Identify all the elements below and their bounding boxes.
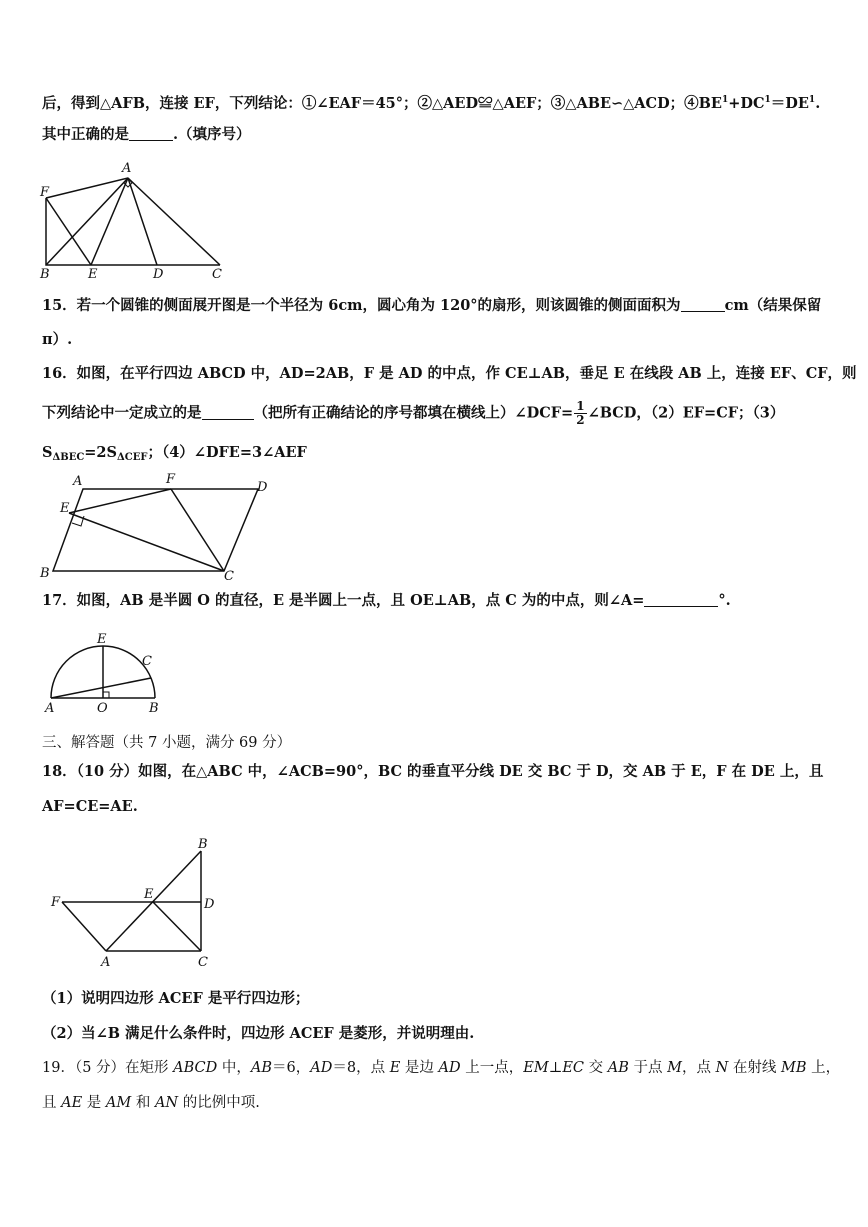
- q18-part1: （1）说明四边形 ACEF 是平行四边形；: [42, 990, 310, 1007]
- q17-line1: 17．如图，AB 是半圆 O 的直径，E 是半圆上一点，且 OE⊥AB，点 C 为的中点，则∠A= °.: [42, 592, 731, 609]
- label-B: B: [149, 701, 159, 716]
- segment-FC: [171, 489, 224, 571]
- label-O: O: [97, 701, 108, 716]
- label-A: A: [45, 701, 55, 716]
- segment-AE: [91, 178, 128, 265]
- label-F: F: [51, 895, 61, 910]
- q16-figure: [36, 470, 286, 585]
- right-angle-mark: [103, 692, 109, 698]
- q19-line1: 19．（5 分）在矩形 ABCD 中，AB＝6，AD＝8，点 E 是边 AD 上一点，EM⊥EC 交 AB 于点 M，点 N 在射线 MB 上，: [42, 1060, 841, 1076]
- q18-line1: 18．（10 分）如图，在△ABC 中，∠ACB=90°，BC 的垂直平分线 DE 交 BC 于 D，交 AB 于 E，F 在 DE 上，且: [42, 763, 824, 780]
- segment-EC: [153, 902, 201, 951]
- label-E: E: [60, 501, 70, 516]
- segment-EF: [69, 489, 171, 513]
- q15-line2: π）.: [42, 331, 73, 348]
- answer-blank: [644, 592, 718, 607]
- fraction-one-half: $\frac{1}{2}$: [576, 399, 585, 427]
- label-C: C: [212, 267, 222, 280]
- segment-BA: [46, 178, 128, 265]
- label-E: E: [97, 632, 107, 647]
- label-C: C: [142, 654, 152, 669]
- label-C: C: [224, 569, 234, 584]
- label-A: A: [101, 955, 111, 970]
- parallelogram-ABCD: [53, 489, 258, 571]
- segment-EC: [69, 513, 224, 571]
- label-E: E: [88, 267, 98, 280]
- section-heading: 三、解答题（共 7 小题，满分 69 分）: [42, 735, 292, 751]
- q16-line3: $S_{\Delta BEC}=2S_{\Delta CEF}$；（4）∠DFE=3∠AEF: [42, 444, 307, 463]
- q16-line1: 16．如图，在平行四边 ABCD 中，AD=2AB，F 是 AD 的中点，作 CE⊥AB，垂足 E 在线段 AB 上，连接 EF、CF，则: [42, 365, 857, 382]
- q15-line1: 15．若一个圆锥的侧面展开图是一个半径为 6cm，圆心角为 120°的扇形，则该圆锥的侧面面积为 cm（结果保留: [42, 297, 822, 314]
- label-D: D: [153, 267, 164, 280]
- answer-blank: [681, 297, 725, 312]
- label-A: A: [122, 161, 132, 176]
- label-D: D: [257, 480, 268, 495]
- label-D: D: [204, 897, 215, 912]
- q14-figure: [36, 158, 226, 280]
- segment-FA: [46, 178, 128, 198]
- segment-AC: [51, 678, 151, 698]
- q18-line2: AF=CE=AE.: [42, 798, 138, 815]
- label-F: F: [40, 185, 50, 200]
- label-B: B: [40, 566, 50, 581]
- label-E: E: [144, 887, 154, 902]
- q14-line1: 后，得到△AFB，连接 EF，下列结论：①∠EAF＝45°；②△AED≌△AEF；③△ABE∽△ACD；$④BE^1+DC^1=DE^1$.: [42, 95, 821, 112]
- q19-line2: 且 AE 是 AM 和 AN 的比例中项.: [42, 1095, 260, 1111]
- q14-line2: 其中正确的是 .（填序号）: [42, 126, 251, 143]
- q18-figure: [40, 836, 240, 974]
- q17-figure: [36, 628, 176, 718]
- q16-line2: 下列结论中一定成立的是 （把所有正确结论的序号都填在横线上）∠DCF= $\frac{1}{2}$ ∠BCD，（2）EF=CF；（3）: [42, 399, 785, 427]
- segment-FE: [46, 198, 91, 265]
- label-B: B: [40, 267, 50, 280]
- segment-FA: [62, 902, 106, 951]
- label-B: B: [198, 837, 208, 852]
- label-F: F: [166, 472, 176, 487]
- q18-part2: （2）当∠B 满足什么条件时，四边形 ACEF 是菱形，并说明理由.: [42, 1025, 475, 1042]
- answer-blank: [129, 126, 173, 141]
- label-A: A: [73, 474, 83, 489]
- answer-blank: [202, 405, 254, 420]
- label-C: C: [198, 955, 208, 970]
